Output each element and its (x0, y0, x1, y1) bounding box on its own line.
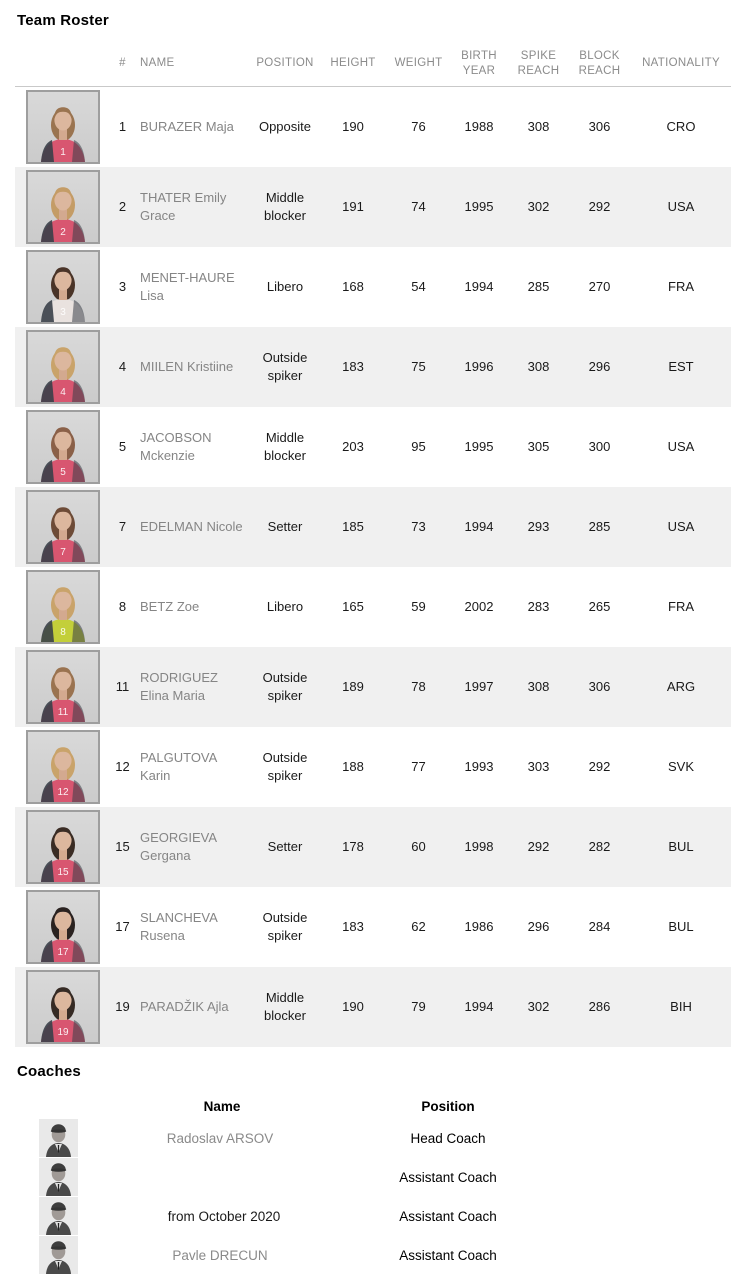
header-cell-block-reach: BLOCK REACH (578, 49, 621, 77)
player-name-cell (140, 518, 252, 536)
player-weight: 75 (411, 359, 426, 375)
player-weight: 62 (411, 919, 426, 935)
svg-text:12: 12 (57, 787, 69, 798)
player-nationality: CRO (666, 119, 696, 135)
player-block-reach: 270 (588, 279, 611, 295)
player-height: 183 (342, 919, 364, 935)
coach-avatar-icon[interactable] (39, 1236, 78, 1274)
player-position: Outside spiker (262, 910, 308, 943)
player-row (15, 807, 731, 887)
player-spike-reach: 293 (527, 519, 550, 535)
player-spike-reach: 308 (527, 679, 550, 695)
player-birth-year: 1995 (464, 199, 494, 215)
player-avatar-icon (28, 172, 98, 242)
player-photo[interactable] (26, 410, 100, 484)
player-photo-cell (15, 490, 105, 564)
player-name-cell (140, 118, 252, 136)
player-avatar-icon (28, 972, 98, 1042)
player-name-link[interactable]: PARADŽIK Ajla (140, 999, 229, 1015)
player-birth-year: 1996 (464, 359, 494, 375)
coach-name-cell (78, 1248, 366, 1263)
player-weight: 59 (411, 599, 426, 615)
coach-avatar-icon[interactable] (39, 1197, 78, 1235)
player-number: 1 (118, 119, 127, 135)
player-photo-cell (15, 90, 105, 164)
player-height: 191 (342, 199, 364, 215)
player-block-reach: 285 (588, 519, 611, 535)
coach-position: Assistant Coach (399, 1248, 497, 1263)
player-name-cell (140, 429, 252, 464)
player-avatar-icon (28, 412, 98, 482)
player-avatar-icon (28, 892, 98, 962)
coach-icon-cell (39, 1119, 78, 1158)
roster-table (15, 41, 731, 1047)
coach-avatar-icon[interactable] (39, 1119, 78, 1157)
header-cell-spike-reach: SPIKE REACH (517, 49, 560, 77)
player-number: 3 (118, 279, 127, 295)
player-position: Libero (266, 279, 304, 295)
player-name-cell (140, 998, 252, 1016)
player-height: 178 (342, 839, 364, 855)
player-name-cell (140, 269, 252, 304)
player-block-reach: 292 (588, 759, 611, 775)
player-row (15, 567, 731, 647)
player-block-reach: 282 (588, 839, 611, 855)
player-position: Libero (266, 599, 304, 615)
player-height: 190 (342, 999, 364, 1015)
player-block-reach: 286 (588, 999, 611, 1015)
player-number: 15 (115, 839, 130, 855)
coach-icon-cell (39, 1236, 78, 1275)
player-photo[interactable] (26, 90, 100, 164)
player-nationality: FRA (668, 279, 694, 295)
player-position: Setter (267, 519, 303, 535)
player-birth-year: 1997 (464, 679, 494, 695)
coach-name-cell (78, 1209, 366, 1224)
player-weight: 78 (411, 679, 426, 695)
player-number: 7 (118, 519, 127, 535)
player-height: 165 (342, 599, 364, 615)
player-height: 188 (342, 759, 364, 775)
player-birth-year: 1993 (464, 759, 494, 775)
player-name-link[interactable]: MIILEN Kristiine (140, 359, 234, 375)
player-number: 8 (118, 599, 127, 615)
coach-icon-cell (39, 1197, 78, 1236)
player-spike-reach: 302 (527, 199, 550, 215)
header-cell-position: POSITION (256, 57, 314, 70)
svg-text:8: 8 (60, 627, 66, 638)
player-avatar-icon (28, 652, 98, 722)
player-row (15, 247, 731, 327)
player-position: Middle blocker (264, 990, 306, 1023)
coach-icon-cell (39, 1158, 78, 1197)
player-nationality: FRA (668, 599, 694, 615)
player-nationality: BUL (668, 919, 694, 935)
player-avatar-icon (28, 332, 98, 402)
player-number: 5 (118, 439, 127, 455)
svg-text:2: 2 (60, 227, 66, 238)
player-photo[interactable] (26, 250, 100, 324)
svg-text:3: 3 (60, 307, 66, 318)
player-photo[interactable] (26, 490, 100, 564)
player-position: Outside spiker (262, 350, 308, 383)
player-nationality: BUL (668, 839, 694, 855)
svg-text:5: 5 (60, 467, 66, 478)
coach-name-link[interactable]: Pavle DRECUN (172, 1248, 268, 1263)
player-spike-reach: 302 (527, 999, 550, 1015)
player-name-cell (140, 909, 252, 944)
player-photo-cell (15, 170, 105, 244)
player-weight: 73 (411, 519, 426, 535)
player-photo-cell (15, 730, 105, 804)
player-name-link[interactable]: EDELMAN Nicole (140, 519, 243, 535)
player-weight: 60 (411, 839, 426, 855)
player-number: 4 (118, 359, 127, 375)
player-weight: 76 (411, 119, 426, 135)
svg-text:11: 11 (57, 707, 69, 718)
coaches-header-position: Position (421, 1098, 475, 1114)
player-photo[interactable] (26, 810, 100, 884)
player-row (15, 647, 731, 727)
coaches-header-name: Name (203, 1098, 241, 1114)
player-name-link[interactable]: PALGUTOVA Karin (140, 750, 217, 783)
player-photo-cell (15, 810, 105, 884)
player-weight: 79 (411, 999, 426, 1015)
player-nationality: USA (667, 519, 695, 535)
svg-text:7: 7 (60, 547, 66, 558)
player-photo[interactable] (26, 650, 100, 724)
player-avatar-icon (28, 572, 98, 642)
svg-text:17: 17 (57, 947, 69, 958)
player-avatar-icon (28, 252, 98, 322)
player-name-cell (140, 749, 252, 784)
player-birth-year: 1995 (464, 439, 494, 455)
player-name-cell (140, 669, 252, 704)
player-spike-reach: 303 (527, 759, 550, 775)
svg-text:4: 4 (60, 387, 66, 398)
player-birth-year: 1986 (464, 919, 494, 935)
coach-name-link[interactable]: Radoslav ARSOV (166, 1131, 274, 1146)
player-avatar-icon (28, 92, 98, 162)
player-photo[interactable] (26, 570, 100, 644)
coach-row (39, 1197, 569, 1236)
player-name-cell (140, 598, 252, 616)
player-position: Middle blocker (264, 430, 306, 463)
player-spike-reach: 283 (527, 599, 550, 615)
player-row (15, 327, 731, 407)
player-block-reach: 300 (588, 439, 611, 455)
player-row (15, 167, 731, 247)
player-number: 19 (115, 999, 130, 1015)
player-name-cell (140, 829, 252, 864)
player-position: Opposite (258, 119, 312, 135)
player-block-reach: 306 (588, 119, 611, 135)
player-nationality: ARG (666, 679, 696, 695)
header-cell-weight: WEIGHT (394, 57, 443, 70)
coach-row (39, 1158, 569, 1197)
player-position: Outside spiker (262, 750, 308, 783)
player-row (15, 887, 731, 967)
player-block-reach: 292 (588, 199, 611, 215)
player-name-link[interactable]: GEORGIEVA Gergana (140, 830, 217, 863)
player-photo-cell (15, 650, 105, 724)
svg-text:19: 19 (57, 1027, 69, 1038)
roster-header-row (15, 41, 731, 87)
player-nationality: SVK (667, 759, 694, 775)
player-number: 2 (118, 199, 127, 215)
player-spike-reach: 285 (527, 279, 550, 295)
coaches-table (39, 1093, 569, 1275)
player-nationality: USA (667, 439, 695, 455)
player-block-reach: 284 (588, 919, 611, 935)
player-nationality: EST (668, 359, 694, 375)
player-weight: 54 (411, 279, 426, 295)
player-photo[interactable] (26, 730, 100, 804)
player-name-link[interactable]: RODRIGUEZ Elina Maria (140, 670, 218, 703)
coaches-title: Coaches (17, 1063, 81, 1080)
player-weight: 77 (411, 759, 426, 775)
svg-text:1: 1 (60, 147, 66, 158)
header-cell-birth-year: BIRTH YEAR (461, 49, 497, 77)
header-cell-number: # (119, 57, 126, 70)
player-birth-year: 1994 (464, 279, 494, 295)
header-cell-nationality: NATIONALITY (642, 57, 720, 70)
coach-row (39, 1236, 569, 1275)
player-number: 17 (115, 919, 130, 935)
player-row (15, 407, 731, 487)
player-spike-reach: 292 (527, 839, 550, 855)
player-photo-cell (15, 330, 105, 404)
player-name-link[interactable]: THATER Emily Grace (140, 190, 227, 223)
player-spike-reach: 308 (527, 119, 550, 135)
player-position: Setter (267, 839, 303, 855)
player-avatar-icon (28, 492, 98, 562)
player-number: 11 (115, 679, 130, 695)
player-position: Middle blocker (264, 190, 306, 223)
player-name-link[interactable]: SLANCHEVA Rusena (140, 910, 218, 943)
player-birth-year: 2002 (464, 599, 494, 615)
player-name-cell (140, 358, 252, 376)
player-height: 168 (342, 279, 364, 295)
player-block-reach: 265 (588, 599, 611, 615)
player-name-link[interactable]: BURAZER Maja (140, 119, 234, 135)
player-spike-reach: 296 (527, 919, 550, 935)
player-row (15, 87, 731, 167)
coach-position: Assistant Coach (399, 1209, 497, 1224)
player-height: 203 (342, 439, 364, 455)
player-birth-year: 1994 (464, 519, 494, 535)
player-height: 183 (342, 359, 364, 375)
player-height: 185 (342, 519, 364, 535)
coach-row (39, 1119, 569, 1158)
coaches-header-row (39, 1093, 569, 1119)
player-position: Outside spiker (262, 670, 308, 703)
player-photo[interactable] (26, 330, 100, 404)
player-photo-cell (15, 410, 105, 484)
player-photo[interactable] (26, 970, 100, 1044)
coach-position: Assistant Coach (399, 1170, 497, 1185)
svg-text:15: 15 (57, 867, 69, 878)
header-cell-name: NAME (140, 57, 175, 70)
player-spike-reach: 308 (527, 359, 550, 375)
player-photo-cell (15, 890, 105, 964)
player-photo-cell (15, 250, 105, 324)
player-birth-year: 1988 (464, 119, 494, 135)
player-row (15, 967, 731, 1047)
player-nationality: USA (667, 199, 695, 215)
player-birth-year: 1998 (464, 839, 494, 855)
player-height: 190 (342, 119, 364, 135)
player-nationality: BIH (670, 999, 692, 1015)
player-photo-cell (15, 570, 105, 644)
player-number: 12 (115, 759, 130, 775)
player-name-link[interactable]: JACOBSON Mckenzie (140, 430, 212, 463)
header-cell-height: HEIGHT (330, 57, 376, 70)
player-birth-year: 1994 (464, 999, 494, 1015)
coach-name-cell (78, 1131, 366, 1146)
player-weight: 74 (411, 199, 426, 215)
player-avatar-icon (28, 812, 98, 882)
player-block-reach: 306 (588, 679, 611, 695)
player-name-cell (140, 189, 252, 224)
player-photo[interactable] (26, 890, 100, 964)
coach-avatar-icon[interactable] (39, 1158, 78, 1196)
player-weight: 95 (411, 439, 426, 455)
player-photo-cell (15, 970, 105, 1044)
player-row (15, 487, 731, 567)
player-row (15, 727, 731, 807)
player-photo[interactable] (26, 170, 100, 244)
player-name-link[interactable]: BETZ Zoe (140, 599, 200, 615)
player-height: 189 (342, 679, 364, 695)
player-block-reach: 296 (588, 359, 611, 375)
player-spike-reach: 305 (527, 439, 550, 455)
coach-note: from October 2020 (167, 1209, 281, 1224)
roster-title: Team Roster (17, 12, 109, 29)
coach-position: Head Coach (410, 1131, 486, 1146)
player-avatar-icon (28, 732, 98, 802)
player-name-link[interactable]: MENET-HAURE Lisa (140, 270, 235, 303)
